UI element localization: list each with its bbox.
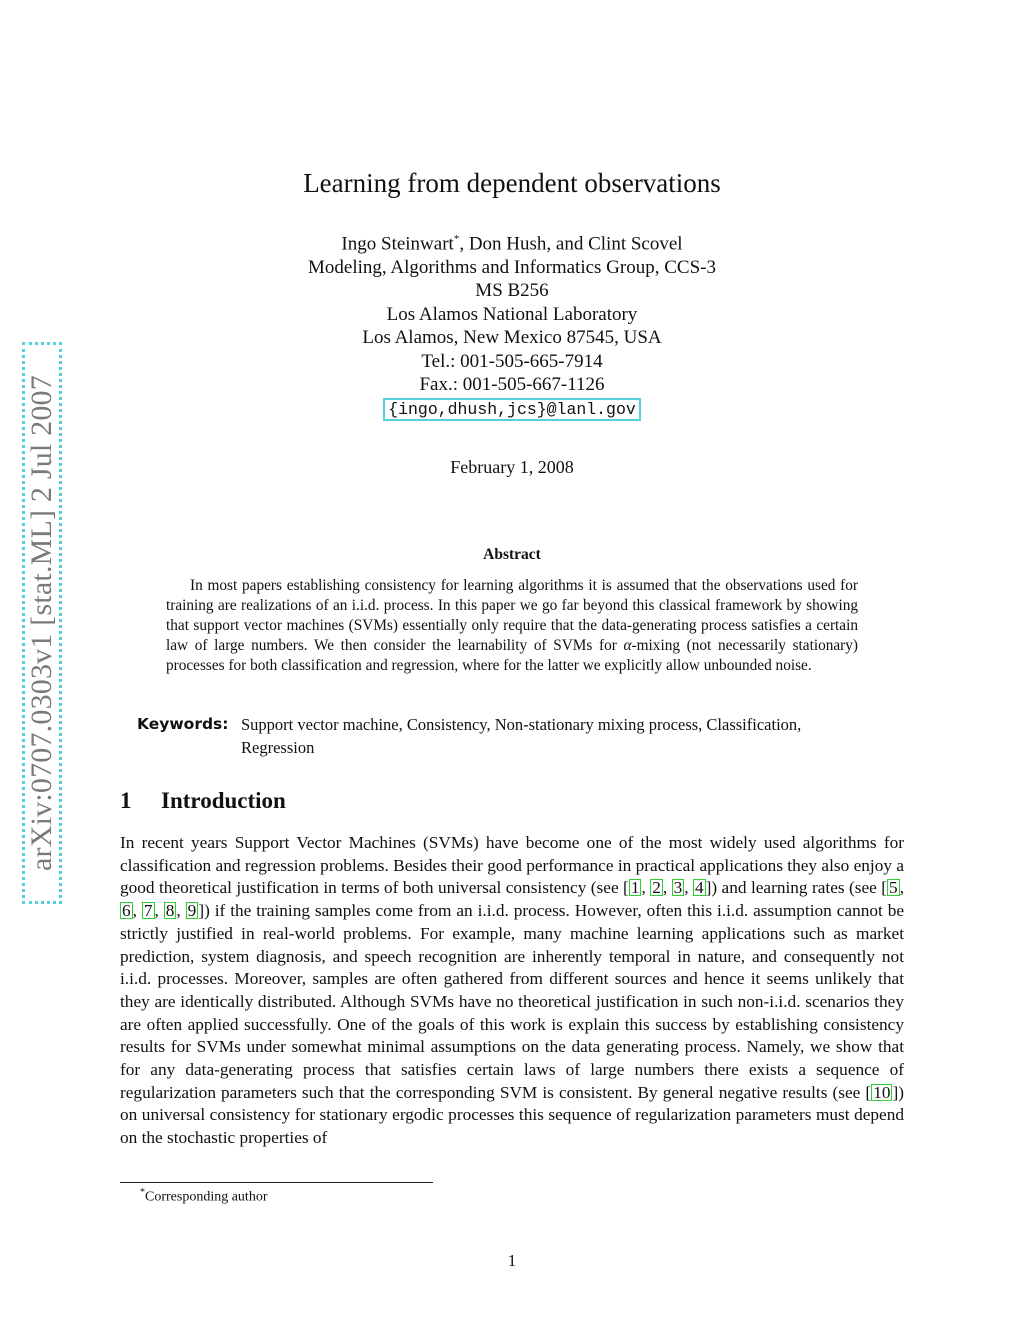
page-number: 1: [507, 1251, 517, 1270]
citation-link[interactable]: 5: [889, 878, 898, 898]
footnote-rule: [120, 1182, 433, 1183]
email-link[interactable]: {ingo,dhush,jcs}@lanl.gov: [383, 398, 641, 421]
citation-link[interactable]: 6: [122, 901, 131, 921]
section-title: Introduction: [161, 788, 286, 813]
author-block: [0, 228, 1024, 421]
arxiv-stamp[interactable]: [22, 342, 62, 904]
citation-link[interactable]: 3: [673, 878, 683, 898]
affiliation-line: Los Alamos, New Mexico 87545, USA: [362, 327, 662, 349]
phone-line: Tel.: 001-505-665-7914: [421, 350, 603, 372]
keywords-label: Keywords:: [137, 715, 229, 733]
alpha-symbol: α: [623, 637, 632, 654]
citation-link[interactable]: 8: [165, 901, 175, 921]
citation-link[interactable]: 10: [873, 1082, 891, 1102]
citation-link[interactable]: 9: [187, 901, 197, 921]
intro-paragraph: In recent years Support Vector Machines (SVMs) have become one of the most widely used algorithms for classification and regression problems. Besides their good performance in practical applications they also enjoy a good theoretical justification in terms of both universal consistency (see [ 1 , 2 , 3 , 4 ]) and learning rates (see [ 5 , 6 , 7 , 8 , 9 ]) if the training samples come from an i.i.d. process. However, often this i.i.d. assumption cannot be strictly justified in real-world problems. For example, many machine learning applications such as market prediction, system diagnosis, and speech recognition are inherently temporal in nature, and consequently not i.i.d. processes. Moreover, samples are often gathered from different sources and hence it seems unlikely that they are identically distributed. Although SVMs have no theoretical justification in such non-i.i.d. scenarios they are often applied successfully. One of the goals of this work is explain this success by establishing consistency results for SVMs under somewhat minimal assumptions on the data generating process. Namely, we show that for any data-generating process that satisfies certain laws of large numbers there exists a sequence of regularization parameters such that the corresponding SVM is consistent. By general negative results (see [ 10 ]) on universal consistency for stationary ergodic processes this sequence of regularization parameters must depend on the stochastic properties of: [120, 833, 905, 1148]
section-number: 1: [120, 788, 132, 813]
citation-link[interactable]: 1: [630, 878, 640, 898]
section-heading: [120, 788, 286, 814]
footnote: *Corresponding author: [140, 1187, 268, 1205]
affiliation-line: Los Alamos National Laboratory: [386, 303, 638, 325]
fax-line: Fax.: 001-505-667-1126: [419, 374, 605, 396]
arxiv-id: arXiv:0707.0303v1 [stat.ML] 2 Jul 2007: [25, 375, 58, 871]
citation-link[interactable]: 7: [143, 901, 153, 921]
affiliation-line: MS B256: [475, 280, 549, 302]
affiliation-line: Modeling, Algorithms and Informatics Group, CCS-3: [308, 256, 716, 278]
keywords-text: Support vector machine, Consistency, Non-stationary mixing process, Classification, Regression: [241, 715, 802, 757]
abstract-body: In most papers establishing consistency for learning algorithms it is assumed that the observations used for training are realizations of an i.i.d. process. In this paper we go far beyond this classical framework by showing that support vector machines (SVMs) essentially only require that the data-generating process satisfies a certain law of large numbers. We then consider the learnability of SVMs for α-mixing (not necessarily stationary) processes for both classification and regression, where for the latter we explicitly allow unbounded noise.: [166, 577, 859, 674]
footnote-mark[interactable]: *: [453, 233, 460, 245]
paper-title: Learning from dependent observations: [303, 168, 721, 198]
paper-date: February 1, 2008: [450, 457, 574, 477]
author-names: Ingo Steinwart*, Don Hush, and Clint Scovel: [341, 233, 683, 255]
citation-link[interactable]: 2: [652, 878, 661, 898]
citation-link[interactable]: 4: [694, 878, 704, 898]
abstract-heading: Abstract: [483, 546, 541, 563]
